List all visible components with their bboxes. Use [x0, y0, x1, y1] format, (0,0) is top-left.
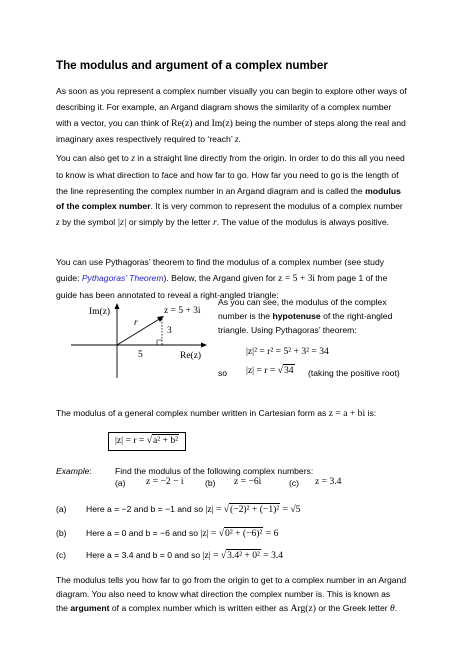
modulus-paragraph [56, 152, 432, 230]
re-axis-label: Re(z) [180, 351, 202, 361]
text-line: imaginary axes respectively required to ‘reach’ z. [56, 134, 241, 146]
real-axis-arrow [201, 343, 207, 348]
text-line: diagram. You also need to know what direction the complex number is. This is known as [56, 588, 391, 599]
vertical-length-label: 3 [167, 326, 172, 336]
text-line: You can also get to z in a straight line directly from the origin. In order to do this all you need [56, 153, 405, 164]
solution-b: Here a = 0 and b = −6 and so |z| = √0² + (−6)² = 6 [86, 528, 279, 539]
hypotenuse-explanation [218, 296, 428, 336]
text-line: to know is what direction to face and how far to go. How far you need to go is the length of [56, 169, 399, 180]
argand-diagram [68, 300, 218, 380]
solution-b-label: (b) [56, 528, 67, 538]
text-line: with a vector, you can think of Re(z) and Im(z) being the number of steps along the real and [56, 117, 406, 129]
modulus-formula-box: |z| = r = √a² + b² [108, 432, 186, 451]
general-modulus-text: The modulus of a general complex number written in Cartesian form as z = a + bi is: [56, 408, 377, 419]
vector-arrowhead [157, 316, 164, 322]
text-line: The modulus tells you how far to go from the origin to get to a complex number in an Argand [56, 575, 407, 585]
page-title: The modulus and argument of a complex number [56, 59, 328, 72]
example-part-a-label: (a) [115, 478, 126, 488]
math-im-z: Im(z) [211, 117, 233, 129]
text-line: number is the hypotenuse of the right-angled [218, 310, 393, 321]
solution-c-label: (c) [56, 550, 67, 560]
text-line: describing it. For example, an Argand diagram shows the similarity of a complex number [56, 101, 392, 112]
example-prompt: Find the modulus of the following complex numbers: [115, 466, 314, 476]
example-part-c-expr: z = 3.4 [315, 476, 342, 487]
text-line: You can use Pythagoras’ theorem to find the modulus of a complex number (see study [56, 257, 385, 267]
text-line: the line representing the complex number in an Argand diagram and is called the modulus [56, 185, 401, 196]
modulus-vector [117, 318, 161, 345]
text-line: As soon as you represent a complex number visually you can begin to explore other ways of [56, 86, 407, 96]
solution-a: Here a = −2 and b = −1 and so |z| = √(−2)² + (−1)² = √5 [86, 504, 301, 515]
positive-root-note: (taking the positive root) [308, 368, 400, 378]
modulus-result: |z| = r = √34 [246, 365, 294, 376]
text-line: triangle. Using Pythagoras’ theorem: [218, 324, 357, 335]
horizontal-length-label: 5 [138, 350, 143, 360]
solution-a-label: (a) [56, 504, 67, 514]
pythagoras-theorem-link[interactable]: Pythagoras’ Theorem [81, 272, 164, 283]
hypotenuse-label: r [134, 318, 138, 328]
text-line: guide has been annotated to reveal a right-angled triangle: [56, 289, 279, 300]
example-part-a-expr: z = −2 − i [146, 476, 184, 487]
so-label: so [218, 368, 228, 378]
text-line: of the complex number. It is very common to represent the modulus of a complex number [56, 201, 403, 212]
intro-paragraph [56, 85, 432, 147]
example-part-c-label: (c) [289, 478, 300, 488]
text-line: As you can see, the modulus of the complex [218, 297, 387, 307]
imaginary-axis-arrow [115, 303, 120, 309]
argument-paragraph [56, 574, 432, 615]
example-part-b-expr: z = −6i [234, 476, 262, 487]
text-line: the argument of a complex number which is written either as Arg(z) or the Greek letter θ. [56, 602, 398, 614]
right-angle-marker [157, 340, 162, 345]
text-line: guide: Pythagoras’ Theorem). Below, the Argand given for z = 5 + 3i from page 1 of the [56, 272, 388, 284]
pythagoras-equation: |z|² = r² = 5² + 3² = 34 [246, 346, 329, 357]
pythagoras-paragraph [56, 256, 432, 301]
point-label: z = 5 + 3i [164, 306, 201, 316]
im-axis-label: Im(z) [89, 307, 111, 317]
math-re-z: Re(z) [171, 117, 193, 129]
text-line: z by the symbol |z| or simply by the letter r. The value of the modulus is always positive. [56, 217, 390, 229]
example-heading: Example: [56, 466, 92, 476]
example-part-b-label: (b) [205, 478, 216, 488]
solution-c: Here a = 3.4 and b = 0 and so |z| = √3.4² + 0² = 3.4 [86, 550, 284, 561]
